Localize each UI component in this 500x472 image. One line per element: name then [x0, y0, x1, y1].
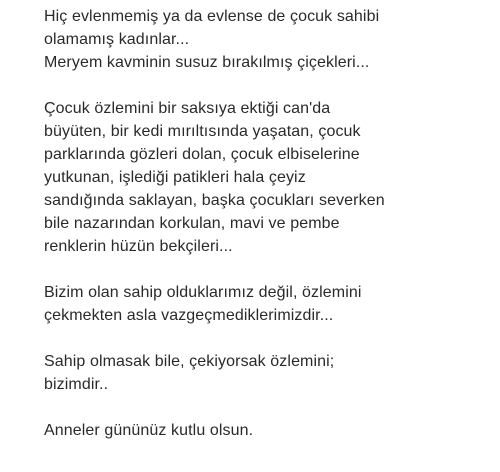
text-line: sandığında saklayan, başka çocukları severken: [44, 192, 385, 209]
text-line: Meryem kavminin susuz bırakılmış çiçekleri...: [44, 54, 370, 71]
text-line: olamamış kadınlar...: [44, 31, 190, 48]
text-line: bile nazarından korkulan, mavi ve pembe: [44, 215, 340, 232]
text-line: Hiç evlenmemiş ya da evlense de çocuk sahibi: [44, 8, 380, 25]
text-line: büyüten, bir kedi mırıltısında yaşatan, çocuk: [44, 123, 361, 140]
text-line: Anneler gününüz kutlu olsun.: [44, 422, 254, 439]
text-line: parklarında gözleri dolan, çocuk elbiselerine: [44, 146, 360, 163]
text-line: bizimdir..: [44, 376, 109, 393]
post-text: [44, 5, 464, 442]
text-line: renklerin hüzün bekçileri...: [44, 238, 233, 255]
text-line: çekmekten asla vazgeçmediklerimizdir...: [44, 307, 334, 324]
text-line: Sahip olmasak bile, çekiyorsak özlemini;: [44, 353, 335, 370]
paragraph-intro: [44, 5, 464, 74]
paragraph-longing: [44, 97, 464, 258]
paragraph-ours: [44, 281, 464, 327]
text-line: yutkunan, işlediği patikleri hala çeyiz: [44, 169, 306, 186]
paragraph-greeting: [44, 419, 464, 442]
text-line: Bizim olan sahip olduklarımız değil, özlemini: [44, 284, 362, 301]
text-line: Çocuk özlemini bir saksıya ektiği can'da: [44, 100, 331, 117]
paragraph-even-if: [44, 350, 464, 396]
